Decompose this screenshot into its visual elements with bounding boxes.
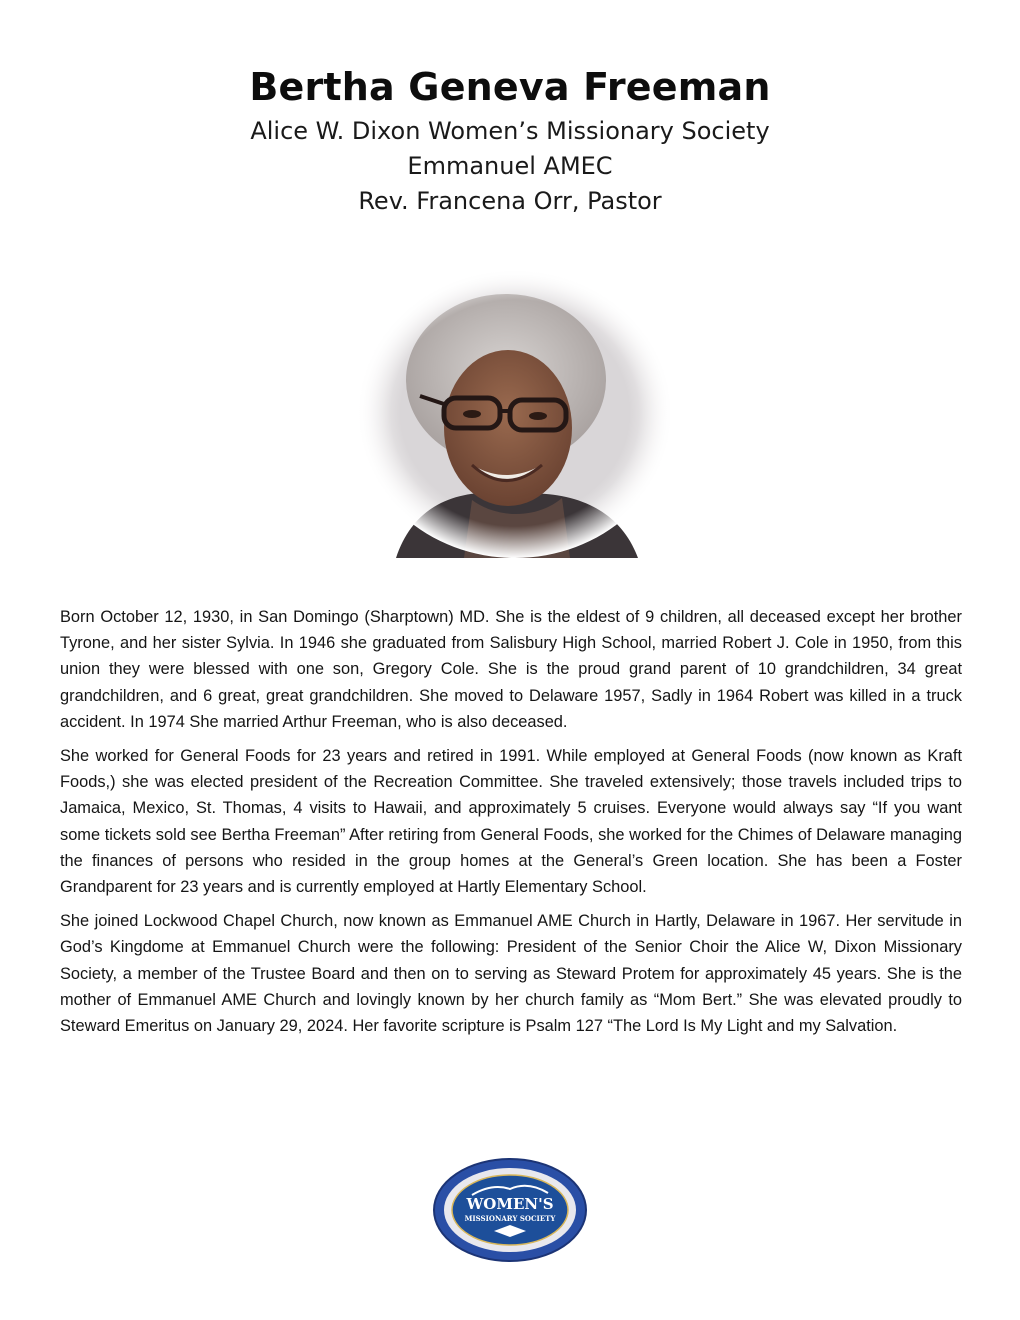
biography — [60, 604, 962, 1047]
page-header — [0, 62, 1020, 219]
bio-paragraph-church: She joined Lockwood Chapel Church, now known as Emmanuel AME Church in Hartly, Delaware in 1967. Her servitude in God’s Kingdome at Emmanuel Church were the following: President of the Senior Choir the Alice W, Dixon Missionary Society, a member of the Trustee Board and then on to serving as Steward Protem for approximately 45 years. She is the mother of Emmanuel AME Church and lovingly known by her church family as “Mom Bert.” She was elevated proudly to Steward Emeritus on January 29, 2024. Her favorite scripture is Psalm 127 “The Lord Is My Light and my Salvation. — [60, 912, 962, 1036]
honoree-name: Bertha Geneva Freeman — [249, 65, 771, 109]
society-name: Alice W. Dixon Women’s Missionary Society — [250, 117, 770, 145]
portrait-photo — [356, 268, 674, 558]
church-name: Emmanuel AMEC — [407, 152, 613, 180]
emblem-main-text: WOMEN'S — [466, 1195, 554, 1213]
bio-paragraph-early-life: Born October 12, 1930, in San Domingo (Sharptown) MD. She is the eldest of 9 children, all deceased except her brother Tyrone, and her sister Sylvia. In 1946 she graduated from Salisbury High School, married Robert J. Cole in 1950, from this union they were blessed with one son, Gregory Cole. She is the proud grand parent of 10 grandchildren, 34 great grandchildren, and 6 great, great grandchildren. She moved to Delaware 1957, Sadly in 1964 Robert was killed in a truck accident. In 1974 She married Arthur Freeman, who is also deceased. — [60, 608, 962, 731]
emblem-sub-text: MISSIONARY SOCIETY — [464, 1214, 556, 1223]
pastor-name: Rev. Francena Orr, Pastor — [358, 187, 662, 215]
womens-missionary-society-seal-icon — [432, 1157, 588, 1263]
bio-paragraph-career: She worked for General Foods for 23 years and retired in 1991. While employed at General Foods (now known as Kraft Foods,) she was elected president of the Recreation Committee. She traveled extensively; those travels included trips to Jamaica, Mexico, St. Thomas, 4 visits to Hawaii, and approximately 5 cruises. Everyone would always say “If you want some tickets sold see Bertha Freeman” After retiring from General Foods, she worked for the Chimes of Delaware managing the finances of persons who resided in the group homes at the General’s Green location. She has been a Foster Grandparent for 23 years and is currently employed at Hartly Elementary School. — [60, 747, 962, 897]
